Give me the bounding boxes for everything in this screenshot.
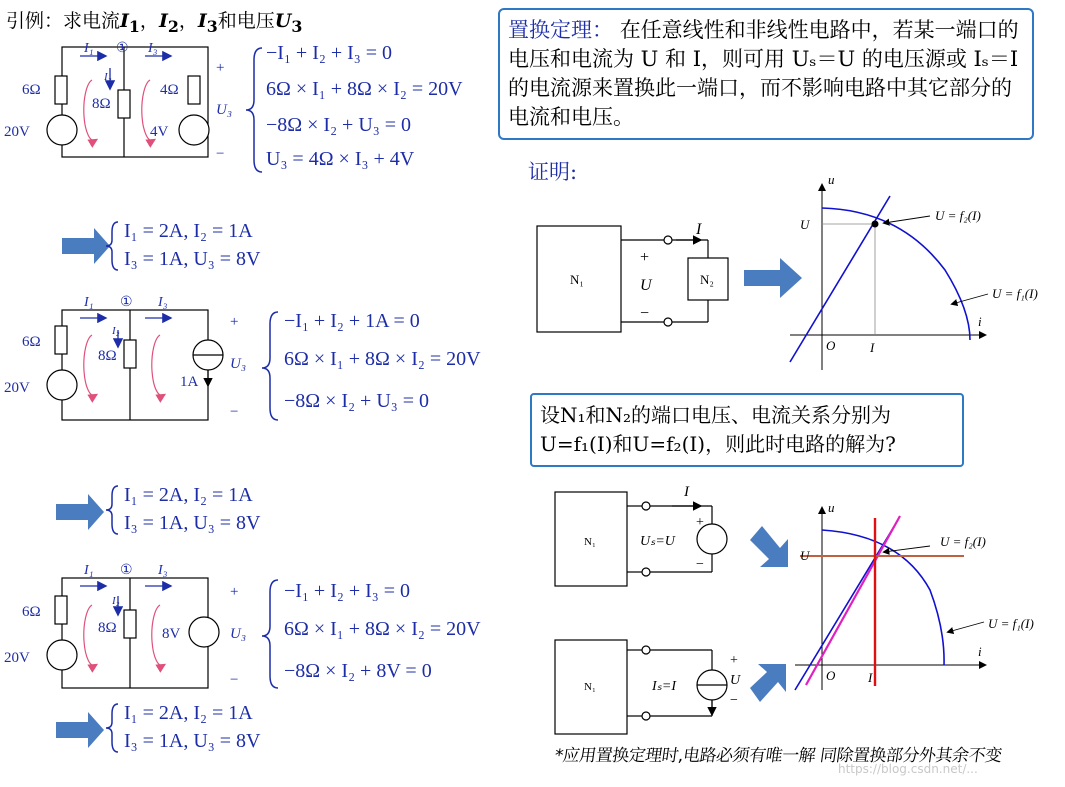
c1-node: ① (116, 41, 129, 56)
cs-Is: Iₛ=I (652, 679, 676, 694)
c3-U3: U₃ (230, 626, 247, 642)
equation-set-3 (284, 580, 524, 690)
c2-I1: I₁ (84, 295, 94, 310)
vs-N1: N₁ (584, 536, 596, 548)
c1-minus: − (216, 146, 225, 162)
g1-U: U (800, 217, 810, 232)
c3-r6: 6Ω (22, 604, 41, 620)
g1-f2: U = f₂(I) (935, 208, 981, 223)
eq3-line1: −I₁ + I₂ + I₃ = 0 (284, 580, 411, 602)
circuit-2 (47, 310, 223, 420)
eq2-line1: −I₁ + I₂ + 1A = 0 (284, 310, 420, 332)
res1-line2: I₃ = 1A, U₃ = 8V (124, 248, 261, 270)
result-2 (124, 484, 324, 544)
c2-plus: + (230, 314, 239, 330)
eq2-line2: 6Ω × I₁ + 8Ω × I₂ = 20V (284, 348, 481, 370)
g2-U: U (800, 548, 810, 563)
c3-node: ① (120, 563, 133, 578)
cs-plus: + (730, 653, 738, 668)
proof-I: I (696, 221, 702, 238)
c1-I3: I₃ (148, 41, 158, 56)
result-arrow-3 (56, 712, 104, 748)
c1-r8: 8Ω (92, 96, 111, 112)
watermark: https://blog.csdn.net/... (838, 762, 978, 776)
c3-plus: + (230, 584, 239, 600)
res1-line1: I₁ = 2A, I₂ = 1A (124, 220, 253, 242)
res2-line2: I₃ = 1A, U₃ = 8V (124, 512, 261, 534)
assumption-box: 设N₁和N₂的端口电压、电流关系分别为 U=f₁(I)和U=f₂(I)，则此时电路的解为? (530, 393, 964, 467)
proof-plus: + (640, 249, 650, 266)
result-1 (124, 220, 324, 280)
c3-v8: 8V (162, 626, 181, 642)
theorem-box (498, 8, 1034, 140)
proof-U: U (640, 277, 652, 294)
c2-node: ① (120, 295, 133, 310)
eq1-line1: −I₁ + I₂ + I₃ = 0 (266, 42, 393, 64)
vs-I: I (684, 484, 689, 500)
c2-i1: 1A (180, 374, 199, 390)
c3-I1: I₁ (84, 563, 94, 578)
c1-r4: 4Ω (160, 82, 179, 98)
theorem-title: 置换定理： (508, 18, 613, 42)
circuit-1 (47, 47, 209, 157)
g1-f1: U = f₁(I) (992, 286, 1038, 301)
handwritten-note: *应用置换定理时,电路必须有唯一解 同除置换部分外其余不变 (553, 746, 1003, 766)
vs-arrow (750, 526, 788, 567)
cs-N1: N₁ (584, 681, 596, 693)
g2-I: I (868, 670, 873, 685)
g1-u: u (828, 172, 835, 187)
equation-set-2 (284, 310, 524, 420)
theorem-body: 在任意线性和非线性电路中，若某一端口的电压和电流为 U 和 I，则可用 Uₛ＝U 的电压源或 Iₛ＝I 的电流源来置换此一端口，而不影响电路中其它部分的电流和电压。 (508, 18, 1019, 129)
vs-plus: + (696, 515, 704, 530)
result-arrow-2 (56, 494, 104, 530)
c1-I2: I₂ (104, 71, 112, 83)
result-3 (124, 702, 324, 762)
equation-set-1 (266, 42, 496, 182)
vs-Us: Uₛ=U (640, 534, 675, 549)
proof-arrow (744, 258, 802, 298)
res3-line2: I₃ = 1A, U₃ = 8V (124, 730, 261, 752)
eq1-line3: −8Ω × I₂ + U₃ = 0 (266, 114, 412, 136)
g2-u: u (828, 500, 835, 515)
g2-f2: U = f₂(I) (940, 534, 986, 549)
c2-r6: 6Ω (22, 334, 41, 350)
c2-minus: − (230, 404, 239, 420)
result-arrow-1 (62, 228, 110, 264)
g2-f1: U = f₁(I) (988, 616, 1034, 631)
proof-minus: − (640, 305, 650, 322)
current-substitution (555, 640, 727, 734)
g1-O: O (826, 338, 836, 353)
c2-I2: I₂ (112, 325, 120, 337)
g1-i: i (978, 314, 982, 329)
g2-i: i (978, 644, 982, 659)
circuit-3 (47, 578, 219, 688)
c1-v20: 20V (4, 124, 30, 140)
g2-O: O (826, 668, 836, 683)
res2-line1: I₁ = 2A, I₂ = 1A (124, 484, 253, 506)
eq1-line4: U₃ = 4Ω × I₃ + 4V (266, 148, 415, 170)
cs-arrow (750, 664, 786, 702)
c1-plus: + (216, 60, 225, 76)
c2-r8: 8Ω (98, 348, 117, 364)
c3-r8: 8Ω (98, 620, 117, 636)
eq3-line3: −8Ω × I₂ + 8V = 0 (284, 660, 432, 682)
res3-line1: I₁ = 2A, I₂ = 1A (124, 702, 253, 724)
c1-U3: U₃ (216, 102, 233, 118)
cs-minus: − (730, 693, 738, 708)
c1-r6: 6Ω (22, 82, 41, 98)
c3-I3: I₃ (158, 563, 168, 578)
proof-label: 证明: (528, 160, 578, 184)
c1-I1: I₁ (84, 41, 94, 56)
c3-minus: − (230, 672, 239, 688)
c2-U3: U₃ (230, 356, 247, 372)
eq3-line2: 6Ω × I₁ + 8Ω × I₂ = 20V (284, 618, 481, 640)
c1-v4: 4V (150, 124, 169, 140)
proof-N1: N₁ (570, 272, 584, 287)
c2-I3: I₃ (158, 295, 168, 310)
vs-minus: − (696, 557, 704, 572)
g1-I: I (870, 340, 875, 355)
c3-I2: I₂ (112, 595, 120, 607)
cs-U: U (730, 673, 741, 688)
c2-v20: 20V (4, 380, 30, 396)
eq1-line2: 6Ω × I₁ + 8Ω × I₂ = 20V (266, 78, 463, 100)
c3-v20: 20V (4, 650, 30, 666)
proof-N2: N₂ (700, 272, 714, 287)
example-title: 引例：求电流$I_1$，$I_2$，$I_3$和电压$U_3$ (6, 10, 303, 36)
eq2-line3: −8Ω × I₂ + U₃ = 0 (284, 390, 430, 412)
